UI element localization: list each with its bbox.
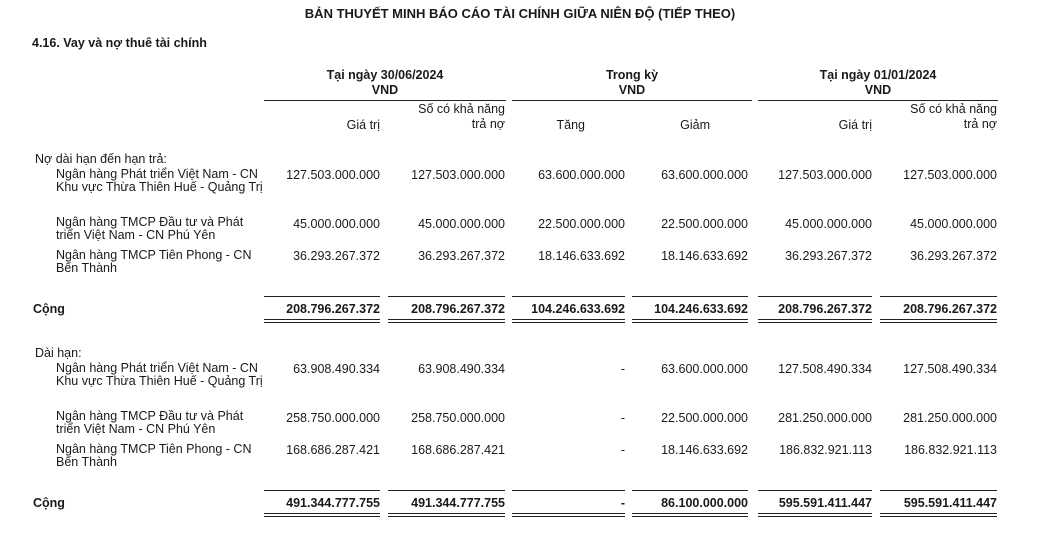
category-heading: Dài hạn:	[35, 346, 82, 360]
header-rule	[758, 100, 998, 101]
header-group-start-period-unit: VND	[864, 83, 892, 97]
header-group-in-period	[512, 68, 752, 98]
total-cell: 491.344.777.755	[286, 496, 380, 510]
total-cell: 208.796.267.372	[286, 302, 380, 316]
table-cell: 22.500.000.000	[538, 217, 625, 231]
row-label: Ngân hàng Phát triển Việt Nam - CN Khu vực Thừa Thiên Huế - Quảng Trị	[56, 167, 263, 194]
row-label: Ngân hàng TMCP Đầu tư và Phát triển Việt Nam - CN Phú Yên	[56, 409, 244, 436]
total-rule	[388, 490, 505, 491]
total-rule	[264, 490, 380, 491]
total-rule	[758, 296, 872, 297]
double-rule	[512, 513, 625, 517]
total-cell: 86.100.000.000	[661, 496, 748, 510]
total-rule	[388, 296, 505, 297]
row-label: Ngân hàng TMCP Đầu tư và Phát triển Việt Nam - CN Phú Yên	[56, 215, 244, 242]
table-cell: 22.500.000.000	[661, 411, 748, 425]
table-cell: 45.000.000.000	[293, 217, 380, 231]
table-cell: 18.146.633.692	[538, 249, 625, 263]
table-cell: 36.293.267.372	[910, 249, 997, 263]
header-rule	[264, 100, 506, 101]
section-heading: 4.16. Vay và nợ thuê tài chính	[32, 36, 207, 50]
double-rule	[758, 319, 872, 323]
table-cell: 63.908.490.334	[293, 362, 380, 376]
total-label: Cộng	[33, 302, 65, 316]
table-cell: -	[620, 411, 625, 425]
header-group-end-period	[264, 68, 506, 98]
double-rule	[264, 319, 380, 323]
table-cell: 45.000.000.000	[418, 217, 505, 231]
table-cell: 186.832.921.113	[904, 443, 997, 457]
table-cell: 63.908.490.334	[418, 362, 505, 376]
col-header-value: Giá trị	[838, 118, 872, 132]
table-cell: 186.832.921.113	[779, 443, 872, 457]
table-cell: -	[620, 362, 625, 376]
total-rule	[512, 296, 625, 297]
table-cell: 22.500.000.000	[661, 217, 748, 231]
double-rule	[758, 513, 872, 517]
double-rule	[388, 319, 505, 323]
header-rule	[512, 100, 752, 101]
table-cell: -	[620, 443, 625, 457]
total-rule	[880, 490, 997, 491]
table-cell: 281.250.000.000	[903, 411, 997, 425]
col-header-value: Giá trị	[346, 118, 380, 132]
col-header-repayable-line1: Số có khả năng	[418, 102, 505, 116]
double-rule	[632, 513, 748, 517]
col-header-repayable-line2: trả nợ	[963, 117, 997, 131]
row-label: Ngân hàng TMCP Tiên Phong - CN Bến Thành	[56, 248, 252, 275]
header-group-end-period-label: Tại ngày 30/06/2024	[326, 68, 444, 82]
table-cell: 168.686.287.421	[411, 443, 505, 457]
col-header-repayable	[388, 102, 505, 132]
table-cell: 63.600.000.000	[538, 168, 625, 182]
table-cell: 258.750.000.000	[286, 411, 380, 425]
row-label: Ngân hàng Phát triển Việt Nam - CN Khu vực Thừa Thiên Huế - Quảng Trị	[56, 361, 263, 388]
header-group-end-period-unit: VND	[371, 83, 399, 97]
header-group-start-period	[758, 68, 998, 98]
col-header-repayable-line1: Số có khả năng	[910, 102, 997, 116]
total-rule	[758, 490, 872, 491]
total-cell: 595.591.411.447	[778, 496, 872, 510]
col-header-repayable-line2: trả nợ	[471, 117, 505, 131]
total-cell: 208.796.267.372	[903, 302, 997, 316]
table-cell: 281.250.000.000	[778, 411, 872, 425]
header-group-in-period-label: Trong kỳ	[605, 68, 659, 82]
col-header-increase: Tăng	[556, 118, 585, 132]
table-cell: 127.503.000.000	[411, 168, 505, 182]
table-cell: 18.146.633.692	[661, 249, 748, 263]
row-label: Ngân hàng TMCP Tiên Phong - CN Bến Thành	[56, 442, 252, 469]
table-cell: 258.750.000.000	[411, 411, 505, 425]
double-rule	[880, 319, 997, 323]
table-cell: 18.146.633.692	[661, 443, 748, 457]
table-cell: 168.686.287.421	[286, 443, 380, 457]
double-rule	[388, 513, 505, 517]
total-rule	[632, 296, 748, 297]
double-rule	[880, 513, 997, 517]
table-cell: 127.503.000.000	[778, 168, 872, 182]
table-cell: 127.503.000.000	[903, 168, 997, 182]
table-cell: 36.293.267.372	[418, 249, 505, 263]
col-header-repayable	[880, 102, 997, 132]
total-cell: 104.246.633.692	[654, 302, 748, 316]
total-label: Cộng	[33, 496, 65, 510]
total-rule	[880, 296, 997, 297]
table-cell: 36.293.267.372	[293, 249, 380, 263]
table-cell: 63.600.000.000	[661, 362, 748, 376]
total-cell: 595.591.411.447	[903, 496, 997, 510]
table-cell: 36.293.267.372	[785, 249, 872, 263]
total-cell: 104.246.633.692	[531, 302, 625, 316]
total-cell: 491.344.777.755	[411, 496, 505, 510]
total-cell: 208.796.267.372	[411, 302, 505, 316]
table-cell: 127.503.000.000	[286, 168, 380, 182]
table-cell: 127.508.490.334	[778, 362, 872, 376]
total-cell: 208.796.267.372	[778, 302, 872, 316]
total-rule	[264, 296, 380, 297]
table-cell: 45.000.000.000	[910, 217, 997, 231]
total-rule	[632, 490, 748, 491]
col-header-decrease: Giảm	[680, 118, 710, 132]
double-rule	[632, 319, 748, 323]
header-group-in-period-unit: VND	[618, 83, 646, 97]
total-cell: -	[620, 496, 625, 510]
total-rule	[512, 490, 625, 491]
page-title: BẢN THUYẾT MINH BÁO CÁO TÀI CHÍNH GIỮA NIÊN ĐỘ (TIẾP THEO)	[304, 6, 736, 21]
double-rule	[512, 319, 625, 323]
table-cell: 45.000.000.000	[785, 217, 872, 231]
table-cell: 63.600.000.000	[661, 168, 748, 182]
header-group-start-period-label: Tại ngày 01/01/2024	[819, 68, 937, 82]
table-cell: 127.508.490.334	[903, 362, 997, 376]
category-heading: Nợ dài hạn đến hạn trả:	[35, 152, 167, 166]
double-rule	[264, 513, 380, 517]
